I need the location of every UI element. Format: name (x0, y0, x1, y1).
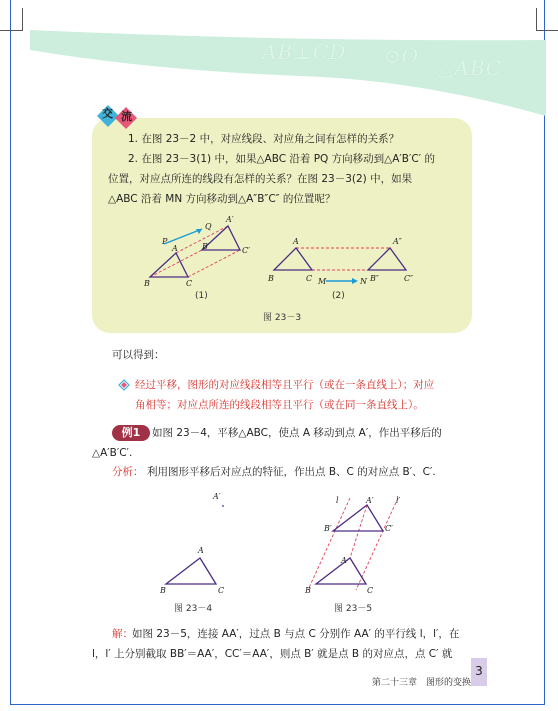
fig3-label-B1: B′ (202, 242, 210, 251)
discussion-badge-char2: 流 (121, 110, 132, 123)
footer-chapter: 第二十三章 图形的变换 (372, 678, 472, 688)
solution-line1: 如图 23－5，连接 AA′，过点 B 与点 C 分别作 AA′ 的平行线 l，l′，在 (132, 628, 460, 640)
fig4-label-A1: A′ (213, 492, 221, 501)
fig3-label-A2: A (293, 237, 299, 246)
banner-formula-3: △ABC (438, 56, 503, 80)
derive-text: 可以得到： (112, 349, 165, 361)
fig3-label-A1: A′ (226, 215, 234, 224)
example-line1: 如图 23－4，平移△ABC，使点 A 移动到点 A′，作出平移后的 (152, 427, 442, 439)
fig4-label-B: B (160, 586, 166, 595)
fig3-label-B3: B″ (370, 274, 379, 283)
fig3-sub-caption-2: (2) (332, 291, 345, 301)
question-2-line2: 位置，对应点所连的线段有怎样的关系？在图 23－3(2) 中，如果 (108, 173, 413, 185)
solution-label: 解： (112, 628, 133, 640)
conclusion-line2: 角相等；对应点所连的线段相等且平行（或在同一条直线上）。 (135, 399, 424, 411)
fig5-label-B1: B′ (324, 524, 332, 533)
fig3-label-C1: C′ (242, 246, 250, 255)
page-number: 3 (471, 658, 487, 686)
fig5-label-C1: C′ (385, 524, 393, 533)
fig3-label-M: M (318, 277, 327, 286)
fig3-label-Q: Q (205, 222, 212, 231)
fig3-label-C: C (186, 279, 193, 288)
conclusion-line1: 经过平移，图形的对应线段相等且平行（或在一条直线上）；对应 (135, 379, 435, 391)
discussion-badge-char1: 交 (102, 107, 113, 120)
question-1: 1. 在图 23－2 中，对应线段、对应角之间有怎样的关系？ (128, 133, 400, 145)
fig5-label-l: l (336, 496, 339, 505)
fig3-label-P: P (162, 237, 168, 246)
fig3-label-A: A (172, 244, 178, 253)
fig5-caption: 图 23－5 (334, 604, 373, 614)
fig3-label-B2: B (268, 274, 274, 283)
fig3-label-C2: C (306, 274, 313, 283)
banner-formula-2: ⊙O (384, 44, 420, 68)
fig4-caption: 图 23－4 (174, 604, 213, 614)
solution-line2: l，l′ 上分别截取 BB′＝AA′，CC′＝AA′，则点 B′ 就是点 B 的对应点，点 C′ 就 (92, 648, 453, 660)
question-2-line3: △ABC 沿着 MN 方向移动到△A″B″C″ 的位置呢？ (108, 193, 336, 205)
example-badge: 例1 (112, 425, 150, 441)
fig5-label-l1: l′ (396, 496, 401, 505)
example-line2: △A′B′C′. (92, 447, 133, 459)
fig3-label-C3: C″ (404, 274, 414, 283)
fig4-label-A: A (198, 546, 204, 555)
question-2-line1: 2. 在图 23－3(1) 中，如果△ABC 沿着 PQ 方向移动到△A′B′C′ 的 (128, 153, 435, 165)
fig3-caption: 图 23－3 (263, 313, 302, 323)
fig3-label-N: N (360, 277, 367, 286)
fig5-label-A1: A′ (366, 496, 374, 505)
analysis-text: 利用图形平移后对应点的特征，作出点 B、C 的对应点 B′、C′. (147, 466, 436, 478)
fig5-label-A: A (341, 556, 347, 565)
fig3-label-B: B (144, 279, 150, 288)
fig3-label-A3: A″ (393, 237, 402, 246)
analysis-label: 分析： (112, 466, 144, 478)
fig3-sub-caption-1: (1) (195, 291, 208, 301)
fig5-label-B: B (305, 586, 311, 595)
banner-formula-1: AB⊥CD (262, 40, 347, 64)
fig5-label-C: C (367, 586, 374, 595)
fig4-label-C: C (218, 586, 225, 595)
